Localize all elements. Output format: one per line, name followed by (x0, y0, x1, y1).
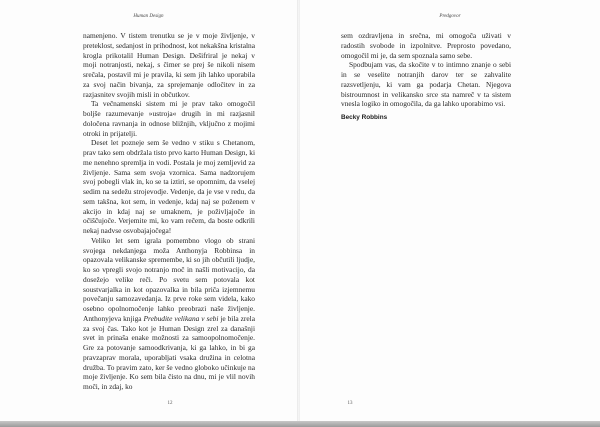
paragraph: Deset let pozneje sem še vedno v stiku s Chetanom, prav tako sem obdržala tisto prvo karto Human Design, ki me nenehno spremlja in vodi. Postala je moj zemljevid za življenje. Sama sem svoja vzornica. Sama nadzorujem svoj pobegli vlak in, ko se ta iztiri, se opomnim, da vselej sedim na sedežu strojevodje. Vedenje, da je vse v redu, da sem takšna, kot sem, in vedenje, kdaj naj se poženem v akcijo in kdaj naj se umaknem, je poživljajoče in očiščujoče. Verjemite mi, ko vam rečem, da boste odkrili nekaj nadvse osvobajajočega! (83, 138, 255, 235)
book-title: Prebudite velikana v sebi (143, 313, 219, 323)
paragraph (83, 236, 255, 392)
page-number-left: 12 (167, 401, 173, 406)
paragraph: sem ozdravljena in srečna, mi omogoča uživati v radostih svobode in izpolnitve. Preprosto povedano, omogočil mi je, da sem spoznala samo sebe. (341, 31, 511, 60)
paragraph: Ta večnamenski sistem mi je prav tako omogočil boljše razumevanje »ustroja« drugih in mi razjasnil določena ravnanja in odnose bližnjih, vključno z mojimi otroki in prijatelji. (83, 99, 255, 138)
page-bottom-edge (0, 421, 600, 427)
right-page (300, 0, 600, 421)
running-header-left: Human Design (133, 14, 164, 19)
running-header-right: Predgovor (439, 14, 461, 19)
left-page-body (83, 31, 255, 392)
right-page-body (341, 31, 511, 122)
left-page (0, 0, 297, 421)
page-number-right: 13 (347, 401, 353, 406)
paragraph: namenjeno. V tistem trenutku se je v moje življenje, v preteklost, sedanjost in prihodnost, kot nekakšna kristalna krogla prikotalil Human Design. Dešifriral je nekaj v moji notranjosti, nekaj, s čimer se prej še nikoli nisem srečala, postavil mi je pravila, ki sem jih lahko uporabila za svoj način bivanja, za sprejemanje odločitev in za razjasnitev svojih misli in občutkov. (83, 31, 255, 99)
paragraph: Spodbujam vas, da skočite v to intimno znanje o sebi in se veselite notranjih darov ter se zahvalite razsvetljenju, ki vam ga podarja Chetan. Njegova bistroumnost in velikansko srce sta namreč v ta sistem vnesla logiko in omogočila, da ga lahko uporabimo vsi. (341, 60, 511, 109)
paragraph-text: je bila zrela za svoj čas. Tako kot je Human Design zrel za današnji svet in prinaša enake možnosti za samoopolnomočenje. Gre za potovanje samoodkrivanja, ki ga lahko, in bi ga pravzaprav morala, uporabljati vsaka družina in celotna družba. To pravim zato, ker še vedno globoko učinkuje na moje življenje. Ko sem bila čisto na dnu, mi je vlil novih moči, in zdaj, ko (83, 313, 255, 391)
signature: Becky Robbins (341, 114, 388, 121)
paragraph-text: Veliko let sem igrala pomembno vlogo ob strani svojega nekdanjega moža Anthonyja Robbinsa in opazovala velikanske spremembe, ki so jih občutili ljudje, ko so vpregli svojo notranjo moč in našli motivacijo, da dosežejo velike reči. Po svetu sem potovala kot soustvarjalka in kot opazovalka in bila priča izjemnemu povečanju samozavedanja. Iz prve roke sem videla, kako osebno opolnomočenje lahko preobrazi naše življenje. Anthonyjeva knjiga (83, 235, 255, 323)
